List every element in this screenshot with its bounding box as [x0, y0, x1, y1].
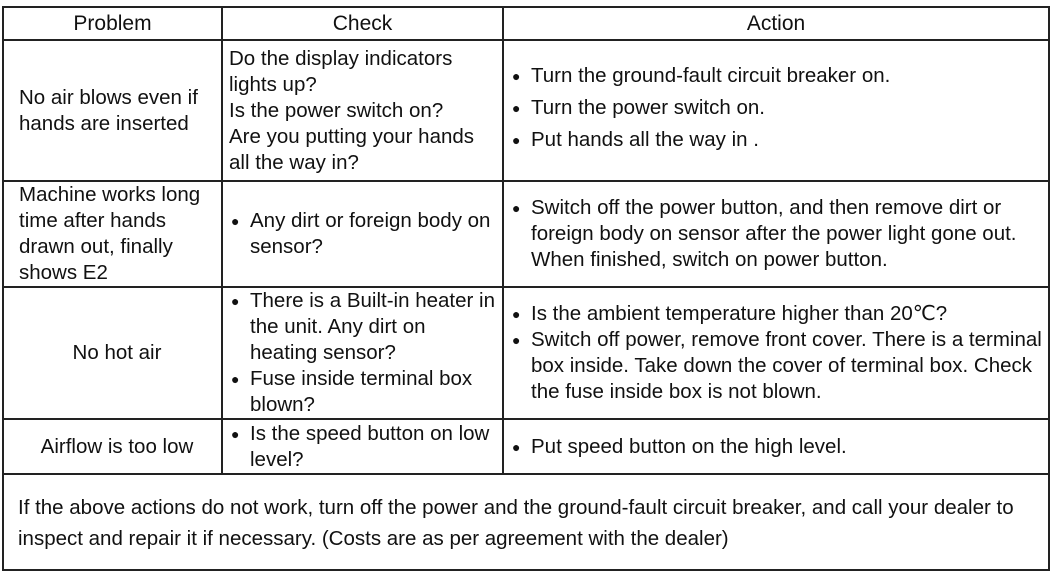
check-cell	[222, 40, 503, 181]
header-check: Check	[222, 7, 503, 40]
header-row	[3, 7, 1049, 40]
header-action: Action	[503, 7, 1049, 40]
table-row	[3, 419, 1049, 474]
check-item: ● Any dirt or foreign body on sensor?	[229, 208, 496, 260]
header-problem: Problem	[3, 7, 222, 40]
problem-cell: Airflow is too low	[3, 419, 222, 474]
action-cell	[503, 419, 1049, 474]
action-item: ● Switch off power, remove front cover. There is a terminal box inside. Take down the cover of terminal box. Check the fuse inside box is not blown.	[510, 327, 1042, 405]
check-cell	[222, 181, 503, 287]
action-item: ● Put hands all the way in .	[510, 127, 1042, 153]
action-item: ● Turn the ground-fault circuit breaker on.	[510, 63, 1042, 89]
problem-cell: No air blows even if hands are inserted	[3, 40, 222, 181]
problem-cell: Machine works long time after hands drawn out, finally shows E2	[3, 181, 222, 287]
action-item: ● Switch off the power button, and then remove dirt or foreign body on sensor after the power light gone out. When finished, switch on power button.	[510, 195, 1042, 273]
check-line: Do the display indicators lights up?	[229, 46, 453, 96]
troubleshooting-table	[2, 6, 1050, 571]
action-item: ● Is the ambient temperature higher than 20℃?	[510, 301, 1042, 327]
check-item: ● Fuse inside terminal box blown?	[229, 366, 496, 418]
table-row	[3, 287, 1049, 419]
check-line: Is the power switch on?	[229, 98, 444, 122]
action-item: ● Turn the power switch on.	[510, 95, 1042, 121]
troubleshooting-document	[2, 6, 1050, 571]
action-cell	[503, 40, 1049, 181]
check-line: Are you putting your hands all the way in?	[229, 124, 475, 174]
action-cell	[503, 181, 1049, 287]
action-cell	[503, 287, 1049, 419]
table-row	[3, 181, 1049, 287]
action-item: ● Put speed button on the high level.	[510, 434, 1042, 460]
footer-note: If the above actions do not work, turn off the power and the ground-fault circuit breaker, and call your dealer to inspect and repair it if necessary. (Costs are as per agreement with the dealer)	[3, 474, 1049, 570]
check-cell	[222, 419, 503, 474]
footer-row	[3, 474, 1049, 570]
check-item: ● Is the speed button on low level?	[229, 421, 496, 473]
table-row	[3, 40, 1049, 181]
check-item: ● There is a Built-in heater in the unit. Any dirt on heating sensor?	[229, 288, 496, 366]
check-cell	[222, 287, 503, 419]
problem-cell: No hot air	[3, 287, 222, 419]
